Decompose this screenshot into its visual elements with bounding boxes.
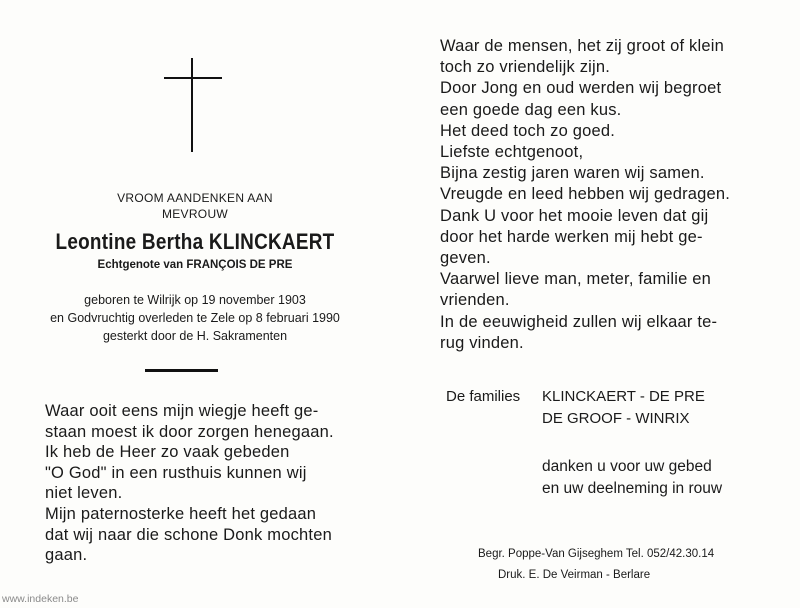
poem-line: Door Jong en oud werden wij begroet [440, 79, 722, 98]
thanks-text [542, 456, 722, 500]
watermark-text: www.indeken.be [2, 593, 79, 605]
poem-line: toch zo vriendelijk zijn. [440, 58, 611, 77]
poem-line: Ik heb de Heer zo vaak gebeden [45, 443, 290, 462]
thanks-line: en uw deelneming in rouw [542, 480, 723, 497]
poem-line: dat wij naar die schone Donk mochten [45, 525, 332, 544]
poem-line: niet leven. [45, 484, 123, 503]
poem-line: Dank U voor het mooie leven dat gij [440, 206, 709, 225]
poem-line: Liefste echtgenoot, [440, 143, 584, 162]
thanks-line: danken u voor uw gebed [542, 458, 712, 475]
poem-line: Vaarwel lieve man, meter, familie en [440, 270, 712, 289]
cross-icon [164, 58, 222, 152]
poem-line: staan moest ik door zorgen henegaan. [45, 422, 334, 441]
left-poem [45, 401, 375, 566]
family-name-2: DE GROOF - WINRIX [542, 410, 690, 427]
separator-line [145, 369, 218, 372]
poem-line: Bijna zestig jaren waren wij samen. [440, 164, 705, 183]
family-name-1: KLINCKAERT - DE PRE [542, 388, 705, 405]
poem-line: Vreugde en leed hebben wij gedragen. [440, 185, 731, 204]
birth-line: geboren te Wilrijk op 19 november 1903 [84, 293, 306, 307]
poem-line: een goede dag een kus. [440, 100, 622, 119]
poem-line: rug vinden. [440, 333, 524, 352]
header-line-1: VROOM AANDENKEN AAN [117, 191, 273, 205]
poem-line: door het harde werken mij hebt ge- [440, 227, 703, 246]
poem-line: Het deed toch zo goed. [440, 121, 616, 140]
poem-line: Mijn paternosterke heeft het gedaan [45, 504, 317, 523]
families-label: De families [446, 388, 521, 405]
spouse-line: Echtgenote van FRANÇOIS DE PRE [97, 259, 293, 271]
poem-line: "O God" in een rusthuis kunnen wij [45, 463, 307, 482]
right-panel [400, 0, 800, 608]
poem-line: Waar de mensen, het zij groot of klein [440, 37, 724, 55]
poem-line: vrienden. [440, 291, 510, 310]
poem-line: gaan. [45, 546, 88, 565]
printer-line-1: Begr. Poppe-Van Gijseghem Tel. 052/42.30.14 [478, 548, 715, 560]
poem-line: geven. [440, 249, 491, 268]
printer-line-2: Druk. E. De Veirman - Berlare [498, 569, 651, 581]
header-line-2: MEVROUW [161, 207, 229, 221]
right-poem [440, 36, 780, 354]
deceased-name: Leontine Bertha KLINCKAERT [55, 229, 335, 254]
poem-line: In de eeuwigheid zullen wij elkaar te- [440, 312, 718, 331]
death-line: en Godvruchtig overleden te Zele op 8 februari 1990 [50, 311, 340, 325]
sacraments-line: gesterkt door de H. Sakramenten [102, 329, 288, 343]
poem-line: Waar ooit eens mijn wiegje heeft ge- [45, 402, 319, 420]
